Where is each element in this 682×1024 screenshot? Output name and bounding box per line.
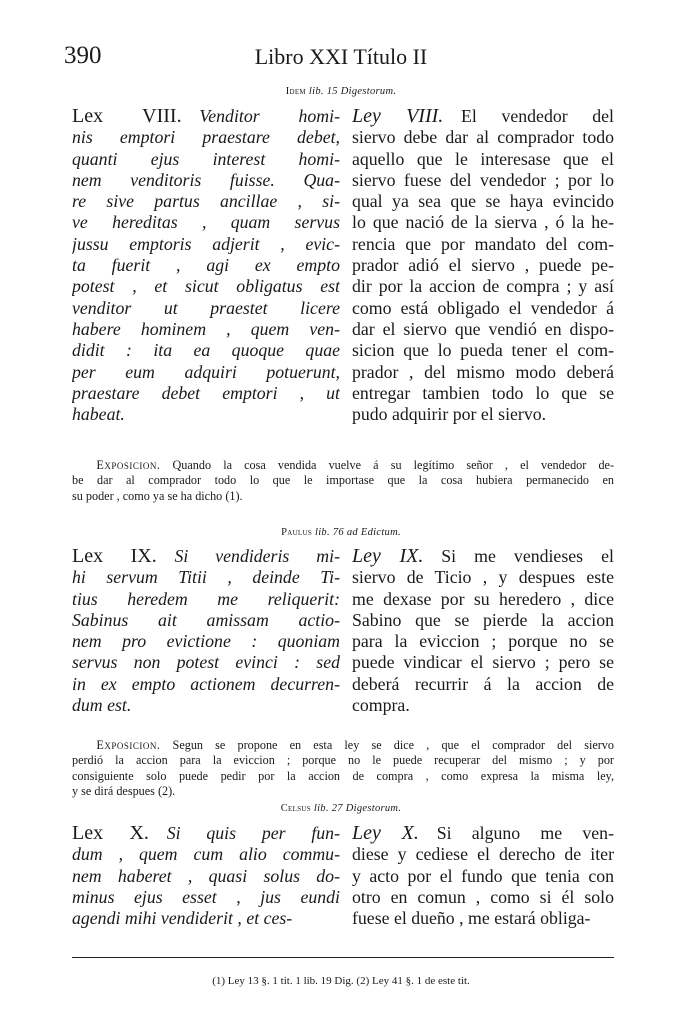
latin-line (72, 170, 340, 191)
spanish-line (352, 319, 614, 340)
spanish-line (352, 149, 614, 170)
latin-line (72, 567, 340, 588)
latin-line-text: nem venditoris fuisse. Qua- (72, 169, 340, 190)
spanish-line (352, 212, 614, 233)
latin-line-text: Venditor homi- (199, 106, 340, 126)
spanish-line-text: otro en comun , como si él solo (352, 886, 614, 907)
latin-line (72, 340, 340, 361)
latin-line-text: Si quis per fun- (166, 823, 340, 843)
latin-column (72, 546, 340, 726)
latin-line (72, 191, 340, 212)
latin-line (72, 127, 340, 148)
exposicion-text: Quando la cosa vendida vuelve á su legítimo señor , el vendedor de- (172, 458, 615, 472)
source-citation (0, 803, 682, 814)
source-citation (0, 527, 682, 538)
latin-line (72, 362, 340, 383)
latin-line (72, 255, 340, 276)
latin-line (72, 610, 340, 631)
latin-line (72, 674, 340, 695)
source-work: lib. 15 Digestorum. (308, 86, 397, 97)
latin-line (72, 908, 340, 929)
spanish-line (352, 276, 614, 297)
spanish-line-text: para la eviccion ; porque no se (352, 631, 614, 652)
spanish-line (352, 191, 614, 212)
latin-line-text: agendi mihi vendiderit , et ces- (72, 908, 293, 929)
exposicion-text: be dar al comprador todo lo que le importase que la cosa hubiera permanecido en (72, 473, 614, 488)
exposicion-line (72, 784, 614, 799)
latin-line (72, 319, 340, 340)
latin-line-text: praestare debet emptori , ut (72, 382, 340, 403)
spanish-line-text: dir por la accion de compra ; y así (352, 276, 614, 297)
latin-line-text: nis emptori praestare debet, (72, 127, 340, 148)
latin-line-text: quanti ejus interest homi- (72, 148, 340, 169)
exposicion-line (72, 769, 614, 784)
spanish-column (352, 546, 614, 726)
latin-line-text: venditor ut praestet licere (72, 297, 340, 318)
latin-line-text: nem pro evictione : quoniam (72, 631, 340, 652)
latin-line (72, 695, 340, 716)
page-number: 390 (64, 42, 102, 69)
footnotes: (1) Ley 13 §. 1 tit. 1 lib. 19 Dig. (2) Ley 41 §. 1 de este tit. (212, 975, 470, 987)
exposicion-text: perdió la accion para la eviccion ; porque no le puede recuperar del mismo ; y por (72, 753, 614, 768)
latin-line-text: potest , et sicut obligatus est (72, 276, 340, 297)
source-citation (0, 86, 682, 97)
latin-line-text: in ex empto actionem decurren- (72, 673, 340, 694)
latin-line (72, 383, 340, 404)
latin-line-text: nem haberet , quasi solus do- (72, 865, 340, 886)
spanish-line (352, 610, 614, 631)
source-author: Idem (285, 86, 306, 97)
spanish-line (352, 631, 614, 652)
spanish-line-text: siervo fuese del vendedor ; por lo (352, 169, 614, 190)
spanish-line (352, 340, 614, 361)
exposicion-label: Exposicion. (96, 738, 161, 752)
exposicion-text: su poder , como ya se ha dicho (1). (72, 488, 243, 503)
spanish-line-text: sicion que lo pueda tener el com- (352, 340, 614, 361)
spanish-line-text: diese y cediese el derecho de iter (352, 844, 614, 865)
latin-line (72, 631, 340, 652)
ley-label: Ley IX. (352, 546, 424, 567)
lex-label: Lex X. (72, 823, 149, 844)
spanish-line (352, 823, 614, 844)
spanish-column (352, 106, 614, 451)
spanish-line-text: puede vindicar el siervo ; pero se (352, 652, 614, 673)
latin-column (72, 823, 340, 933)
spanish-line (352, 567, 614, 588)
spanish-line (352, 106, 614, 127)
spanish-line (352, 362, 614, 383)
page-title: Libro XXI Título II (254, 44, 428, 69)
latin-line-text: per eum adquiri potuerunt, (72, 361, 340, 382)
spanish-line-text: lo que nació de la sierva , ó la he- (352, 212, 614, 233)
source-work: lib. 76 ad Edictum. (315, 527, 401, 538)
latin-line (72, 652, 340, 673)
spanish-line (352, 844, 614, 865)
latin-line-text: didit : ita ea quoque quae (72, 340, 340, 361)
latin-line (72, 866, 340, 887)
spanish-line-text: rencia que por mandato del com- (352, 233, 614, 254)
exposicion-line (72, 753, 614, 768)
latin-line-text: minus ejus esset , jus eundi (72, 886, 340, 907)
latin-line (72, 589, 340, 610)
ley-label: Ley X. (352, 823, 419, 844)
latin-column (72, 106, 340, 451)
latin-line-text: tius heredem me reliquerit: (72, 588, 340, 609)
footnote-rule (72, 957, 614, 958)
spanish-line-text: El vendedor del (461, 106, 614, 126)
exposicion-line (72, 458, 614, 473)
spanish-line (352, 127, 614, 148)
latin-line (72, 149, 340, 170)
spanish-line-text: Si alguno me ven- (436, 823, 614, 843)
exposicion-line (72, 738, 614, 753)
spanish-line (352, 908, 614, 929)
latin-line (72, 546, 340, 567)
spanish-line (352, 234, 614, 255)
spanish-line (352, 546, 614, 567)
spanish-line-text: prador adió el siervo , puede pe- (352, 255, 614, 276)
exposicion-paragraph (72, 738, 614, 800)
spanish-line-text: como está obligado el vendedor á (352, 297, 614, 318)
spanish-line (352, 404, 614, 425)
spanish-line-text: Sabino que se pierde la accion (352, 609, 614, 630)
latin-line-text: Si vendideris mi- (174, 546, 340, 566)
spanish-line (352, 383, 614, 404)
latin-line (72, 106, 340, 127)
spanish-line (352, 170, 614, 191)
latin-line-text: servus non potest evinci : sed (72, 652, 340, 673)
spanish-line (352, 589, 614, 610)
latin-line (72, 234, 340, 255)
exposicion-line (72, 473, 614, 488)
latin-line-text: habere hominem , quem ven- (72, 318, 340, 339)
spanish-line-text: dar el siervo que vendió en dispo- (352, 318, 614, 339)
spanish-line (352, 652, 614, 673)
spanish-line-text: deberá recurrir á la accion de (352, 673, 614, 694)
exposicion-line (72, 489, 614, 504)
latin-line (72, 298, 340, 319)
spanish-line-text: fuese el dueño , me estará obliga- (352, 908, 591, 929)
latin-line-text: dum , quem cum alio commu- (72, 844, 340, 865)
latin-line-text: hi servum Titii , deinde Ti- (72, 567, 340, 588)
spanish-line-text: aquello que le interesase que el (352, 148, 614, 169)
spanish-line (352, 298, 614, 319)
spanish-line (352, 674, 614, 695)
latin-line-text: ve hereditas , quam servus (72, 212, 340, 233)
exposicion-text: y se dirá despues (2). (72, 784, 176, 799)
latin-line (72, 887, 340, 908)
spanish-line-text: y acto por el fundo que tenia con (352, 865, 614, 886)
latin-line-text: dum est. (72, 695, 132, 716)
latin-line-text: habeat. (72, 404, 125, 425)
latin-line (72, 844, 340, 865)
exposicion-label: Exposicion. (96, 458, 161, 472)
exposicion-text: consiguiente solo puede pedir por la accion de compra , como expresa la misma ley, (72, 768, 614, 783)
latin-line-text: jussu emptoris adjerit , evic- (72, 233, 340, 254)
spanish-line (352, 255, 614, 276)
latin-line-text: ta fuerit , agi ex empto (72, 255, 340, 276)
spanish-line (352, 695, 614, 716)
ley-label: Ley VIII. (352, 106, 444, 127)
exposicion-paragraph (72, 458, 614, 504)
spanish-line-text: me dexase por su heredero , dice (352, 588, 614, 609)
latin-line-text: Sabinus ait amissam actio- (72, 609, 340, 630)
lex-label: Lex VIII. (72, 106, 182, 127)
spanish-column (352, 823, 614, 933)
latin-line (72, 212, 340, 233)
spanish-line-text: siervo debe dar al comprador todo (352, 127, 614, 148)
exposicion-text: Segun se propone en esta ley se dice , que el comprador del siervo (172, 738, 614, 752)
spanish-line (352, 866, 614, 887)
source-work: lib. 27 Digestorum. (313, 803, 402, 814)
spanish-line-text: Si me vendieses el (441, 546, 614, 566)
spanish-line-text: siervo de Ticio , y despues este (352, 567, 614, 588)
source-author: Celsus (280, 803, 311, 814)
spanish-line (352, 887, 614, 908)
latin-line (72, 404, 340, 425)
spanish-line-text: prador , del mismo modo deberá (352, 361, 614, 382)
lex-label: Lex IX. (72, 546, 157, 567)
spanish-line-text: pudo adquirir por el siervo. (352, 404, 547, 425)
spanish-line-text: qual ya sea que se haya evincido (352, 191, 614, 212)
source-author: Paulus (281, 527, 313, 538)
latin-line (72, 823, 340, 844)
spanish-line-text: compra. (352, 695, 410, 716)
spanish-line-text: entregar tambien todo lo que se (352, 382, 614, 403)
latin-line-text: re sive partus ancillae , si- (72, 191, 340, 212)
latin-line (72, 276, 340, 297)
